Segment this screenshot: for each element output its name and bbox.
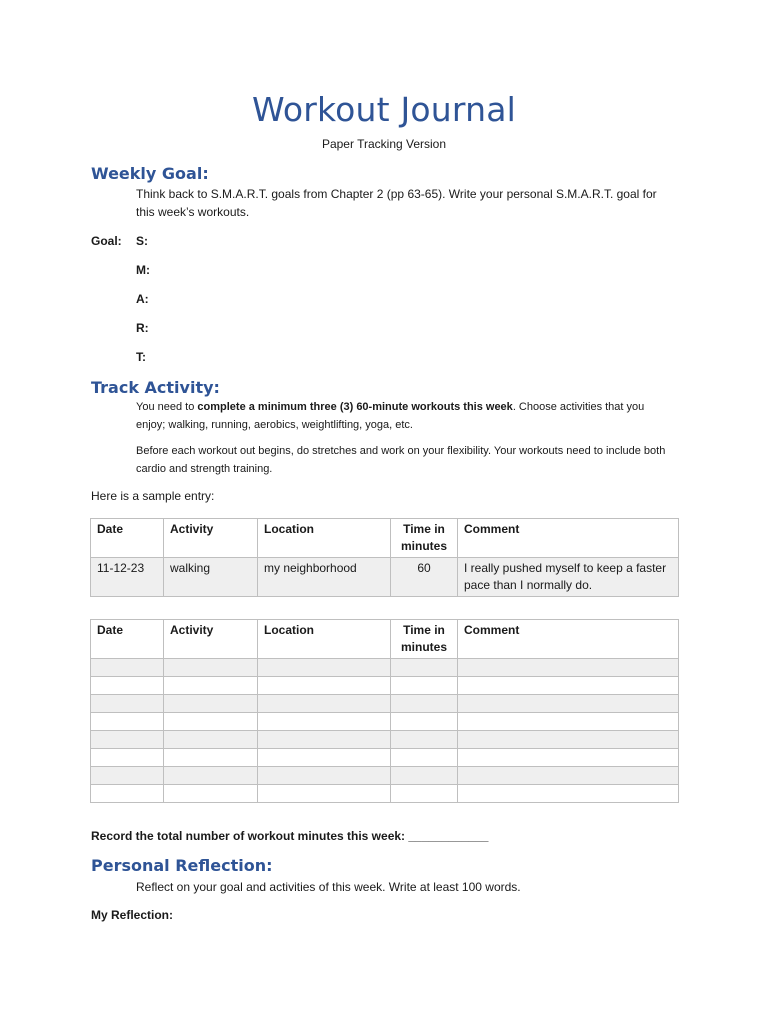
empty-cell[interactable] <box>458 749 679 767</box>
page-title: Workout Journal <box>251 90 517 129</box>
weekly-goal-heading: Weekly Goal: <box>91 164 209 183</box>
reflection-heading: Personal Reflection: <box>91 856 273 875</box>
empty-cell[interactable] <box>391 695 458 713</box>
header-date: Date <box>91 620 164 659</box>
header-comment: Comment <box>458 519 679 558</box>
empty-cell[interactable] <box>164 695 258 713</box>
table-row <box>91 713 679 731</box>
header-activity: Activity <box>164 620 258 659</box>
header-comment: Comment <box>458 620 679 659</box>
empty-cell[interactable] <box>164 731 258 749</box>
cell-location: my neighborhood <box>258 558 391 597</box>
empty-cell[interactable] <box>258 659 391 677</box>
empty-cell[interactable] <box>258 749 391 767</box>
header-time: Time in minutes <box>391 620 458 659</box>
empty-cell[interactable] <box>164 713 258 731</box>
header-time: Time in minutes <box>391 519 458 558</box>
empty-cell[interactable] <box>164 785 258 803</box>
empty-cell[interactable] <box>391 659 458 677</box>
goal-s: S: <box>136 234 148 248</box>
my-reflection-label: My Reflection: <box>91 908 174 922</box>
cell-activity: walking <box>164 558 258 597</box>
header-location: Location <box>258 620 391 659</box>
table-row <box>91 767 679 785</box>
table-row <box>91 749 679 767</box>
table-row <box>91 695 679 713</box>
table-row <box>91 659 679 677</box>
header-activity: Activity <box>164 519 258 558</box>
empty-cell[interactable] <box>258 767 391 785</box>
empty-cell[interactable] <box>91 785 164 803</box>
empty-cell[interactable] <box>164 677 258 695</box>
empty-cell[interactable] <box>258 713 391 731</box>
empty-cell[interactable] <box>164 767 258 785</box>
empty-cell[interactable] <box>91 695 164 713</box>
track-activity-para1: You need to complete a minimum three (3) 60-minute workouts this week. Choose activities that you enjoy; walking, running, aerobics, weightlifting, yoga, etc. <box>136 401 645 431</box>
empty-cell[interactable] <box>91 749 164 767</box>
empty-cell[interactable] <box>458 677 679 695</box>
empty-cell[interactable] <box>91 677 164 695</box>
empty-cell[interactable] <box>258 731 391 749</box>
empty-cell[interactable] <box>164 749 258 767</box>
empty-cell[interactable] <box>391 677 458 695</box>
weekly-goal-instructions: Think back to S.M.A.R.T. goals from Chapter 2 (pp 63-65). Write your personal S.M.A.R.T. goal for this week’s workouts. <box>136 187 657 219</box>
empty-cell[interactable] <box>458 785 679 803</box>
empty-cell[interactable] <box>91 767 164 785</box>
empty-cell[interactable] <box>458 731 679 749</box>
page-subtitle: Paper Tracking Version <box>321 137 447 151</box>
sample-entry-table <box>90 518 679 597</box>
cell-date: 11-12-23 <box>91 558 164 597</box>
goal-m: M: <box>136 263 150 277</box>
header-date: Date <box>91 519 164 558</box>
empty-cell[interactable] <box>391 767 458 785</box>
header-location: Location <box>258 519 391 558</box>
log-rows <box>91 659 679 803</box>
track-activity-para2: Before each workout out begins, do stretches and work on your flexibility. Your workouts need to include both cardio and strength training. <box>136 445 666 475</box>
empty-cell[interactable] <box>258 695 391 713</box>
track-activity-heading: Track Activity: <box>91 378 220 397</box>
cell-time: 60 <box>391 558 458 597</box>
empty-cell[interactable] <box>391 785 458 803</box>
empty-cell[interactable] <box>458 713 679 731</box>
empty-cell[interactable] <box>391 731 458 749</box>
table-row <box>91 731 679 749</box>
goal-label: Goal: <box>91 234 122 248</box>
empty-cell[interactable] <box>91 731 164 749</box>
goal-t: T: <box>136 350 146 364</box>
cell-comment: I really pushed myself to keep a faster pace than I normally do. <box>458 558 679 597</box>
table-header-row <box>91 519 679 558</box>
sample-intro: Here is a sample entry: <box>91 489 215 503</box>
empty-cell[interactable] <box>458 695 679 713</box>
table-row <box>91 785 679 803</box>
empty-cell[interactable] <box>91 713 164 731</box>
empty-cell[interactable] <box>258 677 391 695</box>
empty-cell[interactable] <box>391 713 458 731</box>
goal-a: A: <box>136 292 149 306</box>
table-row <box>91 558 679 597</box>
empty-cell[interactable] <box>391 749 458 767</box>
empty-cell[interactable] <box>458 767 679 785</box>
empty-cell[interactable] <box>164 659 258 677</box>
total-minutes-line: Record the total number of workout minutes this week: ____________ <box>91 829 489 843</box>
workout-log-table <box>90 619 679 803</box>
reflection-instructions: Reflect on your goal and activities of this week. Write at least 100 words. <box>136 880 521 894</box>
goal-r: R: <box>136 321 149 335</box>
table-header-row <box>91 620 679 659</box>
table-row <box>91 677 679 695</box>
empty-cell[interactable] <box>458 659 679 677</box>
empty-cell[interactable] <box>91 659 164 677</box>
empty-cell[interactable] <box>258 785 391 803</box>
